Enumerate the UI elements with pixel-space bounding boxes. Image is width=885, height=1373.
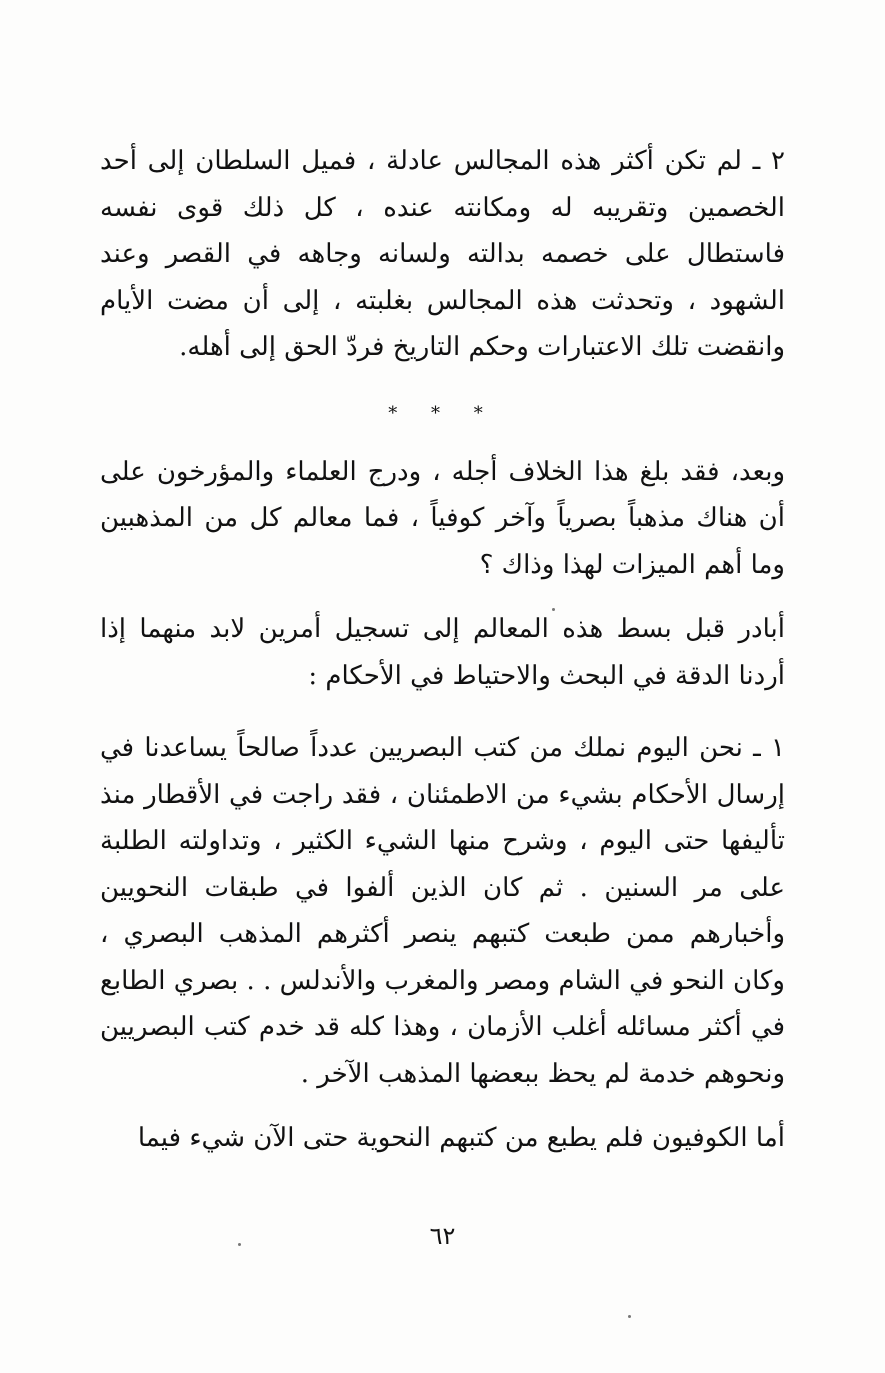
page-number: ٦٢: [429, 1222, 456, 1250]
paragraph-preliminary: أبادر قبل بسط هذه المعالم إلى تسجيل أمرين لابد منهما إذا أردنا الدقة في البحث والاحتياط في الأحكام :: [100, 614, 785, 691]
ink-speck: [628, 1315, 631, 1318]
ink-speck: [552, 608, 555, 611]
paragraph-point-1: ١ ـ نحن اليوم نملك من كتب البصريين عدداً صالحاً يساعدنا في إرسال الأحكام بشيء من الاطمئنان ، فقد راجت في الأقطار منذ تأليفها حتى اليوم ، وشرح منها الشيء الكثير ، وتداولته الطلبة على مر السنين . ثم كان الذين ألفوا في طبقات النحويين وأخبارهم ممن طبعت كتبهم ينصر أكثرهم المذهب البصري ، وكان النحو في الشام ومصر والمغرب والأندلس . . بصري الطابع في أكثر مسائله أغلب الأزمان ، وهذا كله قد خدم كتب البصريين ونحوهم خدمة لم يحظ ببعضها المذهب الآخر .: [100, 733, 785, 1089]
paragraph-kufans: أما الكوفيون فلم يطبع من كتبهم النحوية حتى الآن شيء فيما: [137, 1123, 785, 1153]
section-separator: * * *: [388, 402, 497, 424]
ink-speck: [238, 1243, 241, 1246]
paragraph-introduction: وبعد، فقد بلغ هذا الخلاف أجله ، ودرج العلماء والمؤرخون على أن هناك مذهباً بصرياً وآخر كوفياً ، فما معالم كل من المذهبين وما أهم الميزات لهذا وذاك ؟: [100, 456, 785, 580]
paragraph-point-2: ٢ ـ لم تكن أكثر هذه المجالس عادلة ، فميل السلطان إلى أحد الخصمين وتقريبه له ومكانته عنده ، كل ذلك قوى نفسه فاستطال على خصمه بدالته ولسانه وجاهه في القصر وعند الشهود ، وتحدثت هذه المجالس بغلبته ، إلى أن مضت الأيام وانقضت تلك الاعتبارات وحكم التاريخ فردّ الحق إلى أهله.: [100, 146, 785, 362]
